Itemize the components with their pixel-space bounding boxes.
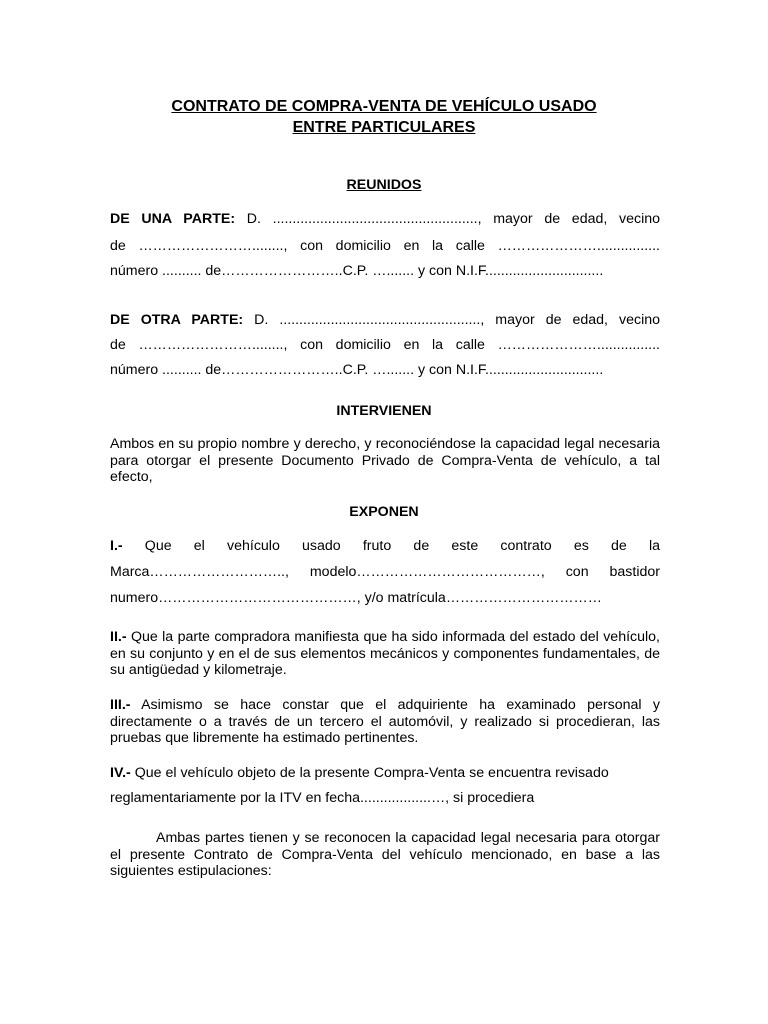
document-title-line-1: CONTRATO DE COMPRA-VENTA DE VEHÍCULO USADO <box>171 98 597 115</box>
party2-line-1 <box>110 311 660 329</box>
exponen-item-3-text: Asimismo se hace constar que el adquiriente ha examinado personal y directamente o a través de un tercero el automóvil, y realizado si procedieran, las pruebas que libremente ha estimado pertinentes. <box>110 697 660 746</box>
exponen-item-1-line-3: numero……………………………………, y/o matrícula…………………………… <box>110 590 602 606</box>
exponen-item-4-text: Que el vehículo objeto de la presente Compra-Venta se encuentra revisado <box>130 765 609 781</box>
closing-paragraph: Ambas partes tienen y se reconocen la capacidad legal necesaria para otorgar el presente Contrato de Compra-Venta del vehículo mencionado, en base a las siguientes estipulaciones: <box>110 830 660 879</box>
exponen-item-4-line-1 <box>110 764 660 782</box>
party2-label: DE OTRA PARTE: <box>110 312 244 328</box>
exponen-item-4-line-2: reglamentariamente por la ITV en fecha..................…, si procediera <box>110 790 535 806</box>
exponen-item-1-label: I.- <box>110 538 123 554</box>
party1-line-2: de ……………………........, con domicilio en la calle …………………................ <box>110 238 660 254</box>
exponen-item-1-line-2: Marca……………………….., modelo…………………………………, con bastidor <box>110 564 660 580</box>
exponen-item-1-line-1 <box>110 537 660 555</box>
exponen-item-3 <box>110 697 660 747</box>
party1-line-1 <box>110 210 660 228</box>
exponen-item-2 <box>110 629 660 679</box>
intervienen-heading: INTERVIENEN <box>336 403 432 419</box>
party1-line-3: número .......... de……………………..C.P. …....... y con N.I.F.............................. <box>110 263 604 279</box>
exponen-item-2-text: Que la parte compradora manifiesta que ha sido informada del estado del vehículo, en su conjunto y en el de sus elementos mecánicos y componentes fundamentales, de su antigüedad y kilometraje. <box>110 629 660 678</box>
reunidos-heading: REUNIDOS <box>346 177 422 193</box>
exponen-item-2-label: II.- <box>110 629 127 645</box>
party2-line-3: número .......... de……………………..C.P. …....... y con N.I.F.............................. <box>110 362 604 378</box>
exponen-item-1-text: Que el vehículo usado fruto de este contrato es de la <box>122 538 660 554</box>
party1-line-1-text: D. ...................................................., mayor de edad, vecino <box>235 211 661 227</box>
exponen-item-4-label: IV.- <box>110 765 131 781</box>
exponen-heading: EXPONEN <box>349 504 419 520</box>
party2-line-2: de ……………………........, con domicilio en la calle …………………................ <box>110 337 660 353</box>
party1-label: DE UNA PARTE: <box>110 211 236 227</box>
document-title-line-2: ENTRE PARTICULARES <box>292 119 476 136</box>
exponen-item-3-label: III.- <box>110 697 131 713</box>
intervienen-text: Ambos en su propio nombre y derecho, y reconociéndose la capacidad legal necesaria para otorgar el presente Documento Privado de Compra-Venta de vehículo, a tal efecto, <box>110 436 660 485</box>
party2-line-1-text: D. ..................................................., mayor de edad, vecino <box>243 312 661 328</box>
